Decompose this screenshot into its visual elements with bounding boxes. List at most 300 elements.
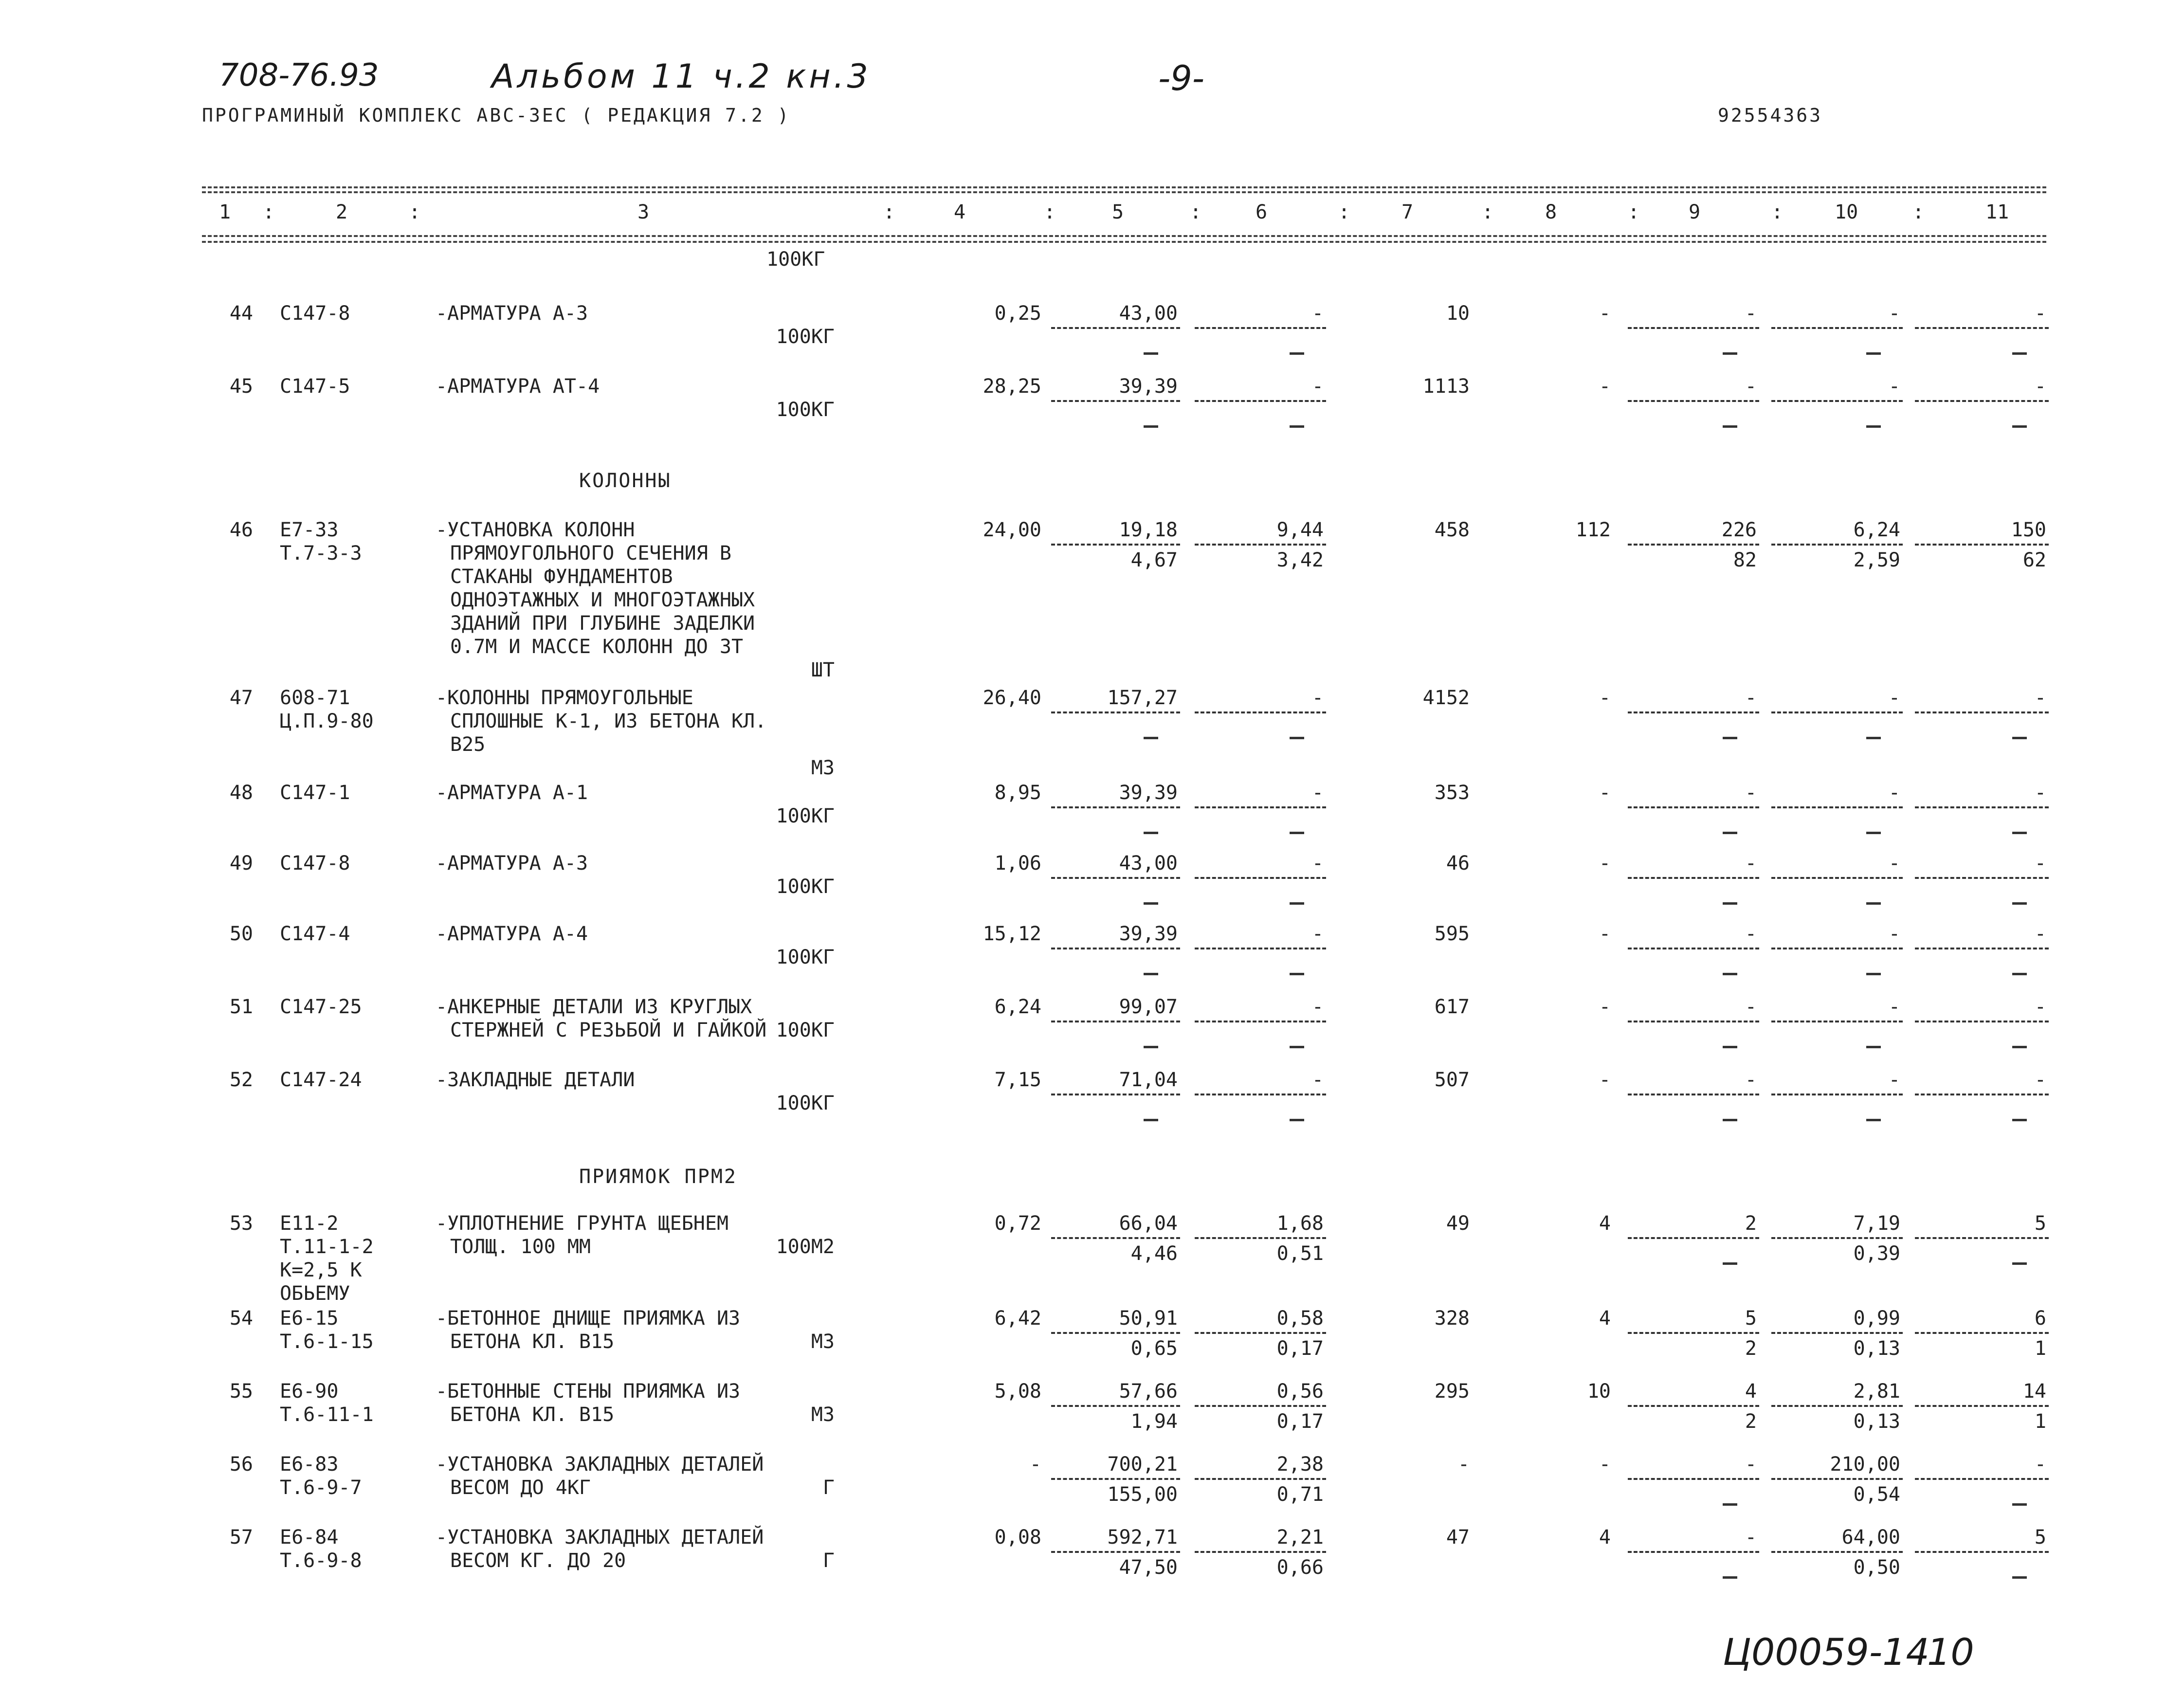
work-description: -АРМАТУРА А-3 (436, 302, 588, 325)
labor-total: - (2034, 996, 2046, 1018)
quantity: 0,08 (994, 1526, 1041, 1549)
work-description: В25 (450, 733, 486, 756)
row-number: 51 (229, 996, 253, 1018)
unit-cost: 50,91 (1119, 1307, 1178, 1330)
labor-hours: 64,00 (1841, 1526, 1900, 1549)
value-divider (1195, 544, 1326, 546)
quantity: - (1029, 1453, 1041, 1476)
empty-value-bar (1144, 1119, 1158, 1121)
unit-cost: 592,71 (1107, 1526, 1178, 1549)
value-divider (1051, 544, 1180, 546)
row-number: 56 (229, 1453, 253, 1476)
empty-value-bar (2012, 902, 2027, 905)
value-divider (1628, 1332, 1759, 1334)
table-top-rule-2 (202, 191, 2046, 193)
total-cost: 49 (1446, 1212, 1470, 1235)
value-divider (1915, 544, 2049, 546)
machine-total: - (1599, 852, 1611, 875)
row-number: 54 (229, 1307, 253, 1330)
lower-value-c5: 1,94 (1130, 1410, 1178, 1433)
lower-value-c9: 2 (1745, 1337, 1757, 1360)
lower-value-c10: 0,13 (1853, 1337, 1900, 1360)
empty-value-bar (1144, 737, 1158, 739)
value-divider (1195, 1237, 1326, 1239)
labor-cost: 5 (1745, 1307, 1757, 1330)
value-divider (1195, 1332, 1326, 1334)
norm-code: С147-4 (280, 923, 350, 945)
value-divider (1051, 1021, 1180, 1022)
unit-cost: 57,66 (1119, 1380, 1178, 1403)
value-divider (1195, 327, 1326, 329)
value-divider (1915, 327, 2049, 329)
work-description: -БЕТОННОЕ ДНИЩЕ ПРИЯМКА ИЗ (436, 1307, 741, 1330)
lower-value-c5: 4,67 (1130, 549, 1178, 571)
empty-value-bar (2012, 973, 2027, 975)
unit-cost: 39,39 (1119, 923, 1178, 945)
row-number: 55 (229, 1380, 253, 1403)
norm-code: Е6-83 (280, 1453, 339, 1476)
empty-value-bar (1723, 1503, 1737, 1506)
empty-value-bar (2012, 737, 2027, 739)
column-header-11: 11 (1985, 201, 2009, 223)
empty-value-bar (2012, 1046, 2027, 1048)
machine-cost: 2,38 (1276, 1453, 1324, 1476)
sheet-code: Ц00059-14 (1723, 1630, 1929, 1674)
empty-value-bar (1723, 832, 1737, 834)
value-divider (1628, 1094, 1759, 1095)
norm-code: С147-5 (280, 375, 350, 398)
machine-cost: - (1311, 1069, 1324, 1091)
empty-value-bar (1290, 737, 1304, 739)
unit-of-measure: М3 (811, 1404, 835, 1426)
table-row (0, 686, 2184, 779)
quantity: 0,72 (994, 1212, 1041, 1235)
machine-cost: - (1311, 375, 1324, 398)
labor-cost: - (1745, 996, 1757, 1018)
lower-value-c6: 0,51 (1276, 1242, 1324, 1265)
quantity: 15,12 (983, 923, 1041, 945)
labor-cost: - (1745, 687, 1757, 709)
work-description: 0.7М И МАССЕ КОЛОНН ДО 3Т (450, 636, 744, 658)
value-divider (1915, 1332, 2049, 1334)
column-separator: : (1771, 201, 1784, 223)
value-divider (1051, 1237, 1180, 1239)
empty-value-bar (1866, 973, 1881, 975)
total-cost: 46 (1446, 852, 1470, 875)
empty-value-bar (2012, 1503, 2027, 1506)
empty-value-bar (1866, 352, 1881, 355)
norm-code: С147-1 (280, 782, 350, 804)
empty-value-bar (1290, 1046, 1304, 1048)
document-code: 708-76.93 (219, 57, 379, 93)
norm-code: С147-8 (280, 852, 350, 875)
lower-value-c11: 62 (2022, 549, 2046, 571)
column-separator: : (263, 201, 275, 223)
labor-hours: 7,19 (1853, 1212, 1900, 1235)
table-row (0, 1212, 2184, 1305)
labor-hours: - (1888, 996, 1900, 1018)
machine-total: 4 (1599, 1212, 1611, 1235)
machine-total: 10 (1587, 1380, 1611, 1403)
table-row (0, 1453, 2184, 1506)
program-title: ПРОГРАМИНЫЙ КОМПЛЕКС АВС-ЗЕС ( РЕДАКЦИЯ 7.2 ) (202, 105, 791, 126)
total-cost: 4152 (1422, 687, 1470, 709)
norm-code: К=2,5 К (280, 1259, 362, 1281)
work-description: ТОЛЩ. 100 ММ (450, 1236, 591, 1258)
lower-value-c11: 1 (2034, 1337, 2046, 1360)
value-divider (1771, 400, 1903, 402)
norm-code: Т.7-3-3 (280, 542, 362, 565)
empty-value-bar (1144, 832, 1158, 834)
labor-hours: 2,81 (1853, 1380, 1900, 1403)
labor-cost: 4 (1745, 1380, 1757, 1403)
top-unit: 100КГ (766, 248, 825, 271)
row-number: 47 (229, 687, 253, 709)
unit-cost: 99,07 (1119, 996, 1178, 1018)
machine-total: 4 (1599, 1526, 1611, 1549)
value-divider (1195, 1021, 1326, 1022)
labor-hours: 6,24 (1853, 519, 1900, 541)
value-divider (1628, 1021, 1759, 1022)
quantity: 28,25 (983, 375, 1041, 398)
labor-hours: 0,99 (1853, 1307, 1900, 1330)
value-divider (1771, 544, 1903, 546)
sheet-number: 10 (1927, 1630, 1974, 1674)
quantity: 0,25 (994, 302, 1041, 325)
machine-cost: - (1311, 923, 1324, 945)
labor-cost: - (1745, 1069, 1757, 1091)
value-divider (1771, 1332, 1903, 1334)
value-divider (1915, 711, 2049, 713)
value-divider (1051, 806, 1180, 808)
labor-hours: - (1888, 782, 1900, 804)
total-cost: 617 (1434, 996, 1470, 1018)
value-divider (1915, 1021, 2049, 1022)
lower-value-c10: 0,13 (1853, 1410, 1900, 1433)
unit-of-measure: 100КГ (776, 1092, 835, 1114)
labor-cost: 226 (1721, 519, 1757, 541)
value-divider (1915, 1478, 2049, 1480)
machine-total: - (1599, 687, 1611, 709)
labor-total: 150 (2011, 519, 2046, 541)
value-divider (1051, 948, 1180, 949)
table-row (0, 781, 2184, 827)
empty-value-bar (1723, 1119, 1737, 1121)
labor-hours: - (1888, 375, 1900, 398)
labor-total: - (2034, 852, 2046, 875)
empty-value-bar (1144, 902, 1158, 905)
labor-total: 14 (2022, 1380, 2046, 1403)
value-divider (1195, 948, 1326, 949)
column-separator: : (1628, 201, 1640, 223)
value-divider (1771, 711, 1903, 713)
column-header-5: 5 (1112, 201, 1124, 223)
row-number: 52 (229, 1069, 253, 1091)
empty-value-bar (1290, 902, 1304, 905)
lower-value-c10: 0,54 (1853, 1483, 1900, 1506)
machine-cost: 9,44 (1276, 519, 1324, 541)
norm-code: Ц.П.9-80 (280, 710, 374, 732)
empty-value-bar (1866, 832, 1881, 834)
norm-code: Е6-84 (280, 1526, 339, 1549)
labor-cost: 2 (1745, 1212, 1757, 1235)
labor-hours: - (1888, 687, 1900, 709)
machine-cost: - (1311, 852, 1324, 875)
empty-value-bar (2012, 832, 2027, 834)
lower-value-c6: 0,17 (1276, 1337, 1324, 1360)
machine-cost: 0,58 (1276, 1307, 1324, 1330)
labor-total: - (2034, 923, 2046, 945)
empty-value-bar (1723, 1262, 1737, 1265)
machine-cost: 1,68 (1276, 1212, 1324, 1235)
machine-cost: - (1311, 302, 1324, 325)
row-number: 49 (229, 852, 253, 875)
unit-of-measure: М3 (811, 757, 835, 779)
work-description: ВЕСОМ ДО 4КГ (450, 1477, 591, 1499)
work-description: -КОЛОННЫ ПРЯМОУГОЛЬНЫЕ (436, 687, 693, 709)
empty-value-bar (1866, 425, 1881, 428)
unit-of-measure: Г (822, 1477, 835, 1499)
value-divider (1771, 948, 1903, 949)
document-id: 92554363 (1718, 105, 1823, 126)
norm-code: ОБЬЕМУ (280, 1282, 350, 1305)
work-description: ОДНОЭТАЖНЫХ И МНОГОЭТАЖНЫХ (450, 589, 755, 611)
empty-value-bar (1866, 902, 1881, 905)
work-description: -АРМАТУРА АТ-4 (436, 375, 600, 398)
machine-cost: 0,56 (1276, 1380, 1324, 1403)
total-cost: 507 (1434, 1069, 1470, 1091)
labor-hours: - (1888, 1069, 1900, 1091)
unit-of-measure: 100КГ (776, 1019, 835, 1041)
machine-total: - (1599, 302, 1611, 325)
table-row (0, 922, 2184, 968)
unit-cost: 43,00 (1119, 302, 1178, 325)
value-divider (1771, 877, 1903, 879)
unit-cost: 19,18 (1119, 519, 1178, 541)
value-divider (1628, 877, 1759, 879)
unit-of-measure: 100КГ (776, 805, 835, 827)
labor-total: 5 (2034, 1212, 2046, 1235)
work-description: -УСТАНОВКА КОЛОНН (436, 519, 635, 541)
value-divider (1628, 711, 1759, 713)
empty-value-bar (2012, 352, 2027, 355)
unit-cost: 43,00 (1119, 852, 1178, 875)
column-separator: : (883, 201, 895, 223)
norm-code: Т.6-9-8 (280, 1550, 362, 1572)
column-separator: : (1482, 201, 1494, 223)
value-divider (1051, 1094, 1180, 1095)
unit-cost: 71,04 (1119, 1069, 1178, 1091)
work-description: СТАКАНЫ ФУНДАМЕНТОВ (450, 565, 673, 588)
table-row (0, 375, 2184, 421)
work-description: -УСТАНОВКА ЗАКЛАДНЫХ ДЕТАЛЕЙ (436, 1453, 764, 1476)
norm-code: 608-71 (280, 687, 350, 709)
value-divider (1628, 806, 1759, 808)
value-divider (1051, 1405, 1180, 1407)
quantity: 6,24 (994, 996, 1041, 1018)
machine-total: - (1599, 375, 1611, 398)
work-description: -АРМАТУРА А-3 (436, 852, 588, 875)
labor-total: - (2034, 302, 2046, 325)
lower-value-c5: 47,50 (1119, 1556, 1178, 1579)
value-divider (1051, 877, 1180, 879)
column-separator: : (1044, 201, 1056, 223)
column-header-8: 8 (1545, 201, 1557, 223)
empty-value-bar (1723, 352, 1737, 355)
work-description: БЕТОНА КЛ. В15 (450, 1331, 615, 1353)
value-divider (1771, 327, 1903, 329)
labor-total: 5 (2034, 1526, 2046, 1549)
value-divider (1195, 1094, 1326, 1095)
total-cost: 1113 (1422, 375, 1470, 398)
labor-hours: 210,00 (1830, 1453, 1900, 1476)
value-divider (1195, 1551, 1326, 1553)
total-cost: 47 (1446, 1526, 1470, 1549)
work-description: -ЗАКЛАДНЫЕ ДЕТАЛИ (436, 1069, 635, 1091)
value-divider (1771, 806, 1903, 808)
unit-of-measure: 100КГ (776, 326, 835, 348)
column-header-3: 3 (637, 201, 650, 223)
table-row (0, 995, 2184, 1041)
column-header-4: 4 (954, 201, 966, 223)
value-divider (1628, 948, 1759, 949)
machine-total: - (1599, 1069, 1611, 1091)
machine-cost: 2,21 (1276, 1526, 1324, 1549)
empty-value-bar (1723, 1046, 1737, 1048)
empty-value-bar (1723, 425, 1737, 428)
value-divider (1051, 1551, 1180, 1553)
norm-code: С147-8 (280, 302, 350, 325)
column-header-9: 9 (1689, 201, 1701, 223)
value-divider (1195, 1478, 1326, 1480)
value-divider (1915, 948, 2049, 949)
lower-value-c5: 4,46 (1130, 1242, 1178, 1265)
machine-total: - (1599, 996, 1611, 1018)
header-bottom-rule-2 (202, 241, 2046, 243)
section-heading: ПРИЯМОК ПРМ2 (579, 1166, 737, 1188)
work-description: БЕТОНА КЛ. В15 (450, 1404, 615, 1426)
empty-value-bar (1290, 1119, 1304, 1121)
work-description: СПЛОШНЫЕ К-1, ИЗ БЕТОНА КЛ. (450, 710, 767, 732)
column-header-6: 6 (1256, 201, 1268, 223)
value-divider (1051, 1332, 1180, 1334)
total-cost: 595 (1434, 923, 1470, 945)
quantity: 8,95 (994, 782, 1041, 804)
table-row (0, 1068, 2184, 1114)
lower-value-c6: 3,42 (1276, 549, 1324, 571)
machine-cost: - (1311, 996, 1324, 1018)
header-bottom-rule (202, 235, 2046, 237)
column-header-10: 10 (1835, 201, 1858, 223)
empty-value-bar (1144, 425, 1158, 428)
quantity: 5,08 (994, 1380, 1041, 1403)
empty-value-bar (1144, 973, 1158, 975)
row-number: 50 (229, 923, 253, 945)
unit-cost: 157,27 (1107, 687, 1178, 709)
lower-value-c10: 2,59 (1853, 549, 1900, 571)
lower-value-c9: 82 (1733, 549, 1757, 571)
machine-total: 4 (1599, 1307, 1611, 1330)
value-divider (1915, 1551, 2049, 1553)
quantity: 26,40 (983, 687, 1041, 709)
unit-of-measure: 100КГ (776, 875, 835, 898)
value-divider (1771, 1021, 1903, 1022)
unit-cost: 66,04 (1119, 1212, 1178, 1235)
labor-hours: - (1888, 852, 1900, 875)
lower-value-c6: 0,71 (1276, 1483, 1324, 1506)
section-heading: КОЛОННЫ (579, 470, 672, 492)
lower-value-c10: 0,50 (1853, 1556, 1900, 1579)
empty-value-bar (2012, 425, 2027, 428)
value-divider (1915, 1237, 2049, 1239)
column-header-2: 2 (336, 201, 348, 223)
labor-cost: - (1745, 302, 1757, 325)
table-top-rule (202, 186, 2046, 188)
quantity: 7,15 (994, 1069, 1041, 1091)
empty-value-bar (1866, 1119, 1881, 1121)
unit-cost: 39,39 (1119, 375, 1178, 398)
unit-cost: 39,39 (1119, 782, 1178, 804)
value-divider (1915, 806, 2049, 808)
row-number: 53 (229, 1212, 253, 1235)
value-divider (1771, 1405, 1903, 1407)
empty-value-bar (1144, 1046, 1158, 1048)
total-cost: 295 (1434, 1380, 1470, 1403)
labor-total: 6 (2034, 1307, 2046, 1330)
column-separator: : (1338, 201, 1350, 223)
machine-total: - (1599, 1453, 1611, 1476)
unit-of-measure: Г (822, 1550, 835, 1572)
work-description: -УСТАНОВКА ЗАКЛАДНЫХ ДЕТАЛЕЙ (436, 1526, 764, 1549)
total-cost: - (1457, 1453, 1470, 1476)
labor-total: - (2034, 782, 2046, 804)
work-description: -АРМАТУРА А-4 (436, 923, 588, 945)
labor-cost: - (1745, 375, 1757, 398)
norm-code: Т.6-9-7 (280, 1477, 362, 1499)
value-divider (1195, 877, 1326, 879)
labor-cost: - (1745, 923, 1757, 945)
table-row (0, 518, 2184, 681)
empty-value-bar (2012, 1119, 2027, 1121)
empty-value-bar (1866, 737, 1881, 739)
value-divider (1628, 1478, 1759, 1480)
value-divider (1915, 400, 2049, 402)
empty-value-bar (1290, 352, 1304, 355)
unit-cost: 700,21 (1107, 1453, 1178, 1476)
empty-value-bar (1723, 973, 1737, 975)
unit-of-measure: 100КГ (776, 399, 835, 421)
work-description: СТЕРЖНЕЙ С РЕЗЬБОЙ И ГАЙКОЙ (450, 1019, 767, 1041)
table-row (0, 852, 2184, 898)
empty-value-bar (1290, 425, 1304, 428)
labor-cost: - (1745, 1453, 1757, 1476)
column-separator: : (1190, 201, 1202, 223)
lower-value-c6: 0,66 (1276, 1556, 1324, 1579)
norm-code: С147-25 (280, 996, 362, 1018)
value-divider (1051, 400, 1180, 402)
row-number: 48 (229, 782, 253, 804)
empty-value-bar (1290, 973, 1304, 975)
work-description: ВЕСОМ КГ. ДО 20 (450, 1550, 626, 1572)
value-divider (1771, 1478, 1903, 1480)
empty-value-bar (1723, 737, 1737, 739)
value-divider (1628, 400, 1759, 402)
labor-total: - (2034, 1069, 2046, 1091)
row-number: 57 (229, 1526, 253, 1549)
value-divider (1628, 1551, 1759, 1553)
table-row (0, 1380, 2184, 1433)
value-divider (1628, 1405, 1759, 1407)
